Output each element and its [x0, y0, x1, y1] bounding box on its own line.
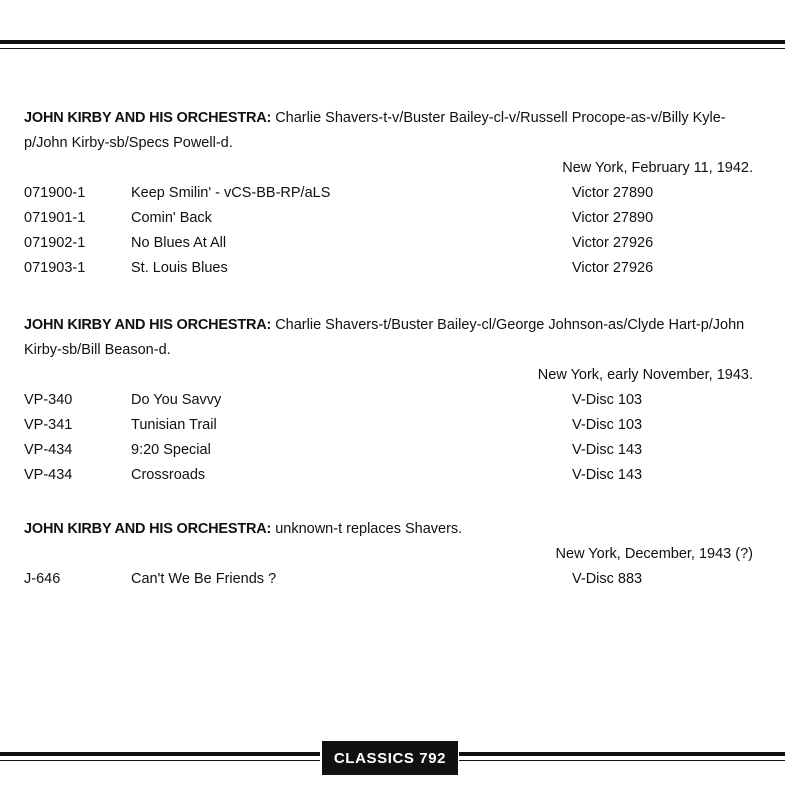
track-title: Comin' Back [131, 210, 212, 226]
track-row [24, 567, 759, 592]
matrix-number: VP-434 [24, 467, 73, 483]
place-date: New York, December, 1943 (?) [555, 546, 753, 562]
track-row [24, 463, 759, 488]
band-name: JOHN KIRBY AND HIS ORCHESTRA: [24, 110, 272, 126]
matrix-number: VP-340 [24, 392, 73, 408]
track-title: Can't We Be Friends ? [131, 571, 277, 587]
matrix-number: 071902-1 [24, 235, 86, 251]
personnel-continued: Kirby-sb/Bill Beason-d. [24, 342, 171, 358]
matrix-number: 071901-1 [24, 210, 86, 226]
track-title: Keep Smilin' - vCS-BB-RP/aLS [131, 185, 331, 201]
matrix-number: VP-341 [24, 417, 73, 433]
session-1 [24, 106, 759, 281]
matrix-number: J-646 [24, 571, 61, 587]
track-row [24, 206, 759, 231]
bottom-rule-left-thin [0, 760, 320, 761]
session-3 [24, 517, 759, 592]
record-label: V-Disc 143 [572, 442, 643, 458]
personnel: Charlie Shavers-t/Buster Bailey-cl/George Johnson-as/Clyde Hart-p/John [275, 317, 745, 333]
record-label: V-Disc 883 [572, 571, 643, 587]
matrix-number: 071903-1 [24, 260, 86, 276]
personnel: unknown-t replaces Shavers. [275, 521, 463, 537]
session-header [24, 517, 759, 542]
track-title: Tunisian Trail [131, 417, 217, 433]
track-row [24, 413, 759, 438]
session-header [24, 106, 759, 131]
band-name: JOHN KIRBY AND HIS ORCHESTRA: [24, 521, 272, 537]
record-label: V-Disc 143 [572, 467, 643, 483]
track-row [24, 256, 759, 281]
personnel-continued: p/John Kirby-sb/Specs Powell-d. [24, 135, 233, 151]
record-label: Victor 27926 [572, 235, 654, 251]
track-row [24, 231, 759, 256]
record-label: Victor 27890 [572, 210, 654, 226]
top-rule-thick [0, 40, 785, 44]
session-2 [24, 313, 759, 488]
matrix-number: VP-434 [24, 442, 73, 458]
record-label: Victor 27926 [572, 260, 654, 276]
track-title: No Blues At All [131, 235, 227, 251]
session-header [24, 313, 759, 338]
track-row [24, 388, 759, 413]
track-row [24, 438, 759, 463]
place-date: New York, early November, 1943. [537, 367, 753, 383]
bottom-rule-left-thick [0, 752, 320, 756]
matrix-number: 071900-1 [24, 185, 86, 201]
band-name: JOHN KIRBY AND HIS ORCHESTRA: [24, 317, 272, 333]
place-date: New York, February 11, 1942. [562, 160, 753, 176]
track-title: Crossroads [131, 467, 206, 483]
bottom-rule-right-thick [459, 752, 785, 756]
track-title: Do You Savvy [131, 392, 222, 408]
record-label: V-Disc 103 [572, 392, 643, 408]
track-title: 9:20 Special [131, 442, 211, 458]
track-title: St. Louis Blues [131, 260, 228, 276]
bottom-rule-right-thin [459, 760, 785, 761]
personnel: Charlie Shavers-t-v/Buster Bailey-cl-v/Russell Procope-as-v/Billy Kyle- [275, 110, 726, 126]
series-label: CLASSICS 792 [322, 741, 458, 775]
record-label: V-Disc 103 [572, 417, 643, 433]
top-rule-thin [0, 48, 785, 49]
record-label: Victor 27890 [572, 185, 654, 201]
track-row [24, 181, 759, 206]
